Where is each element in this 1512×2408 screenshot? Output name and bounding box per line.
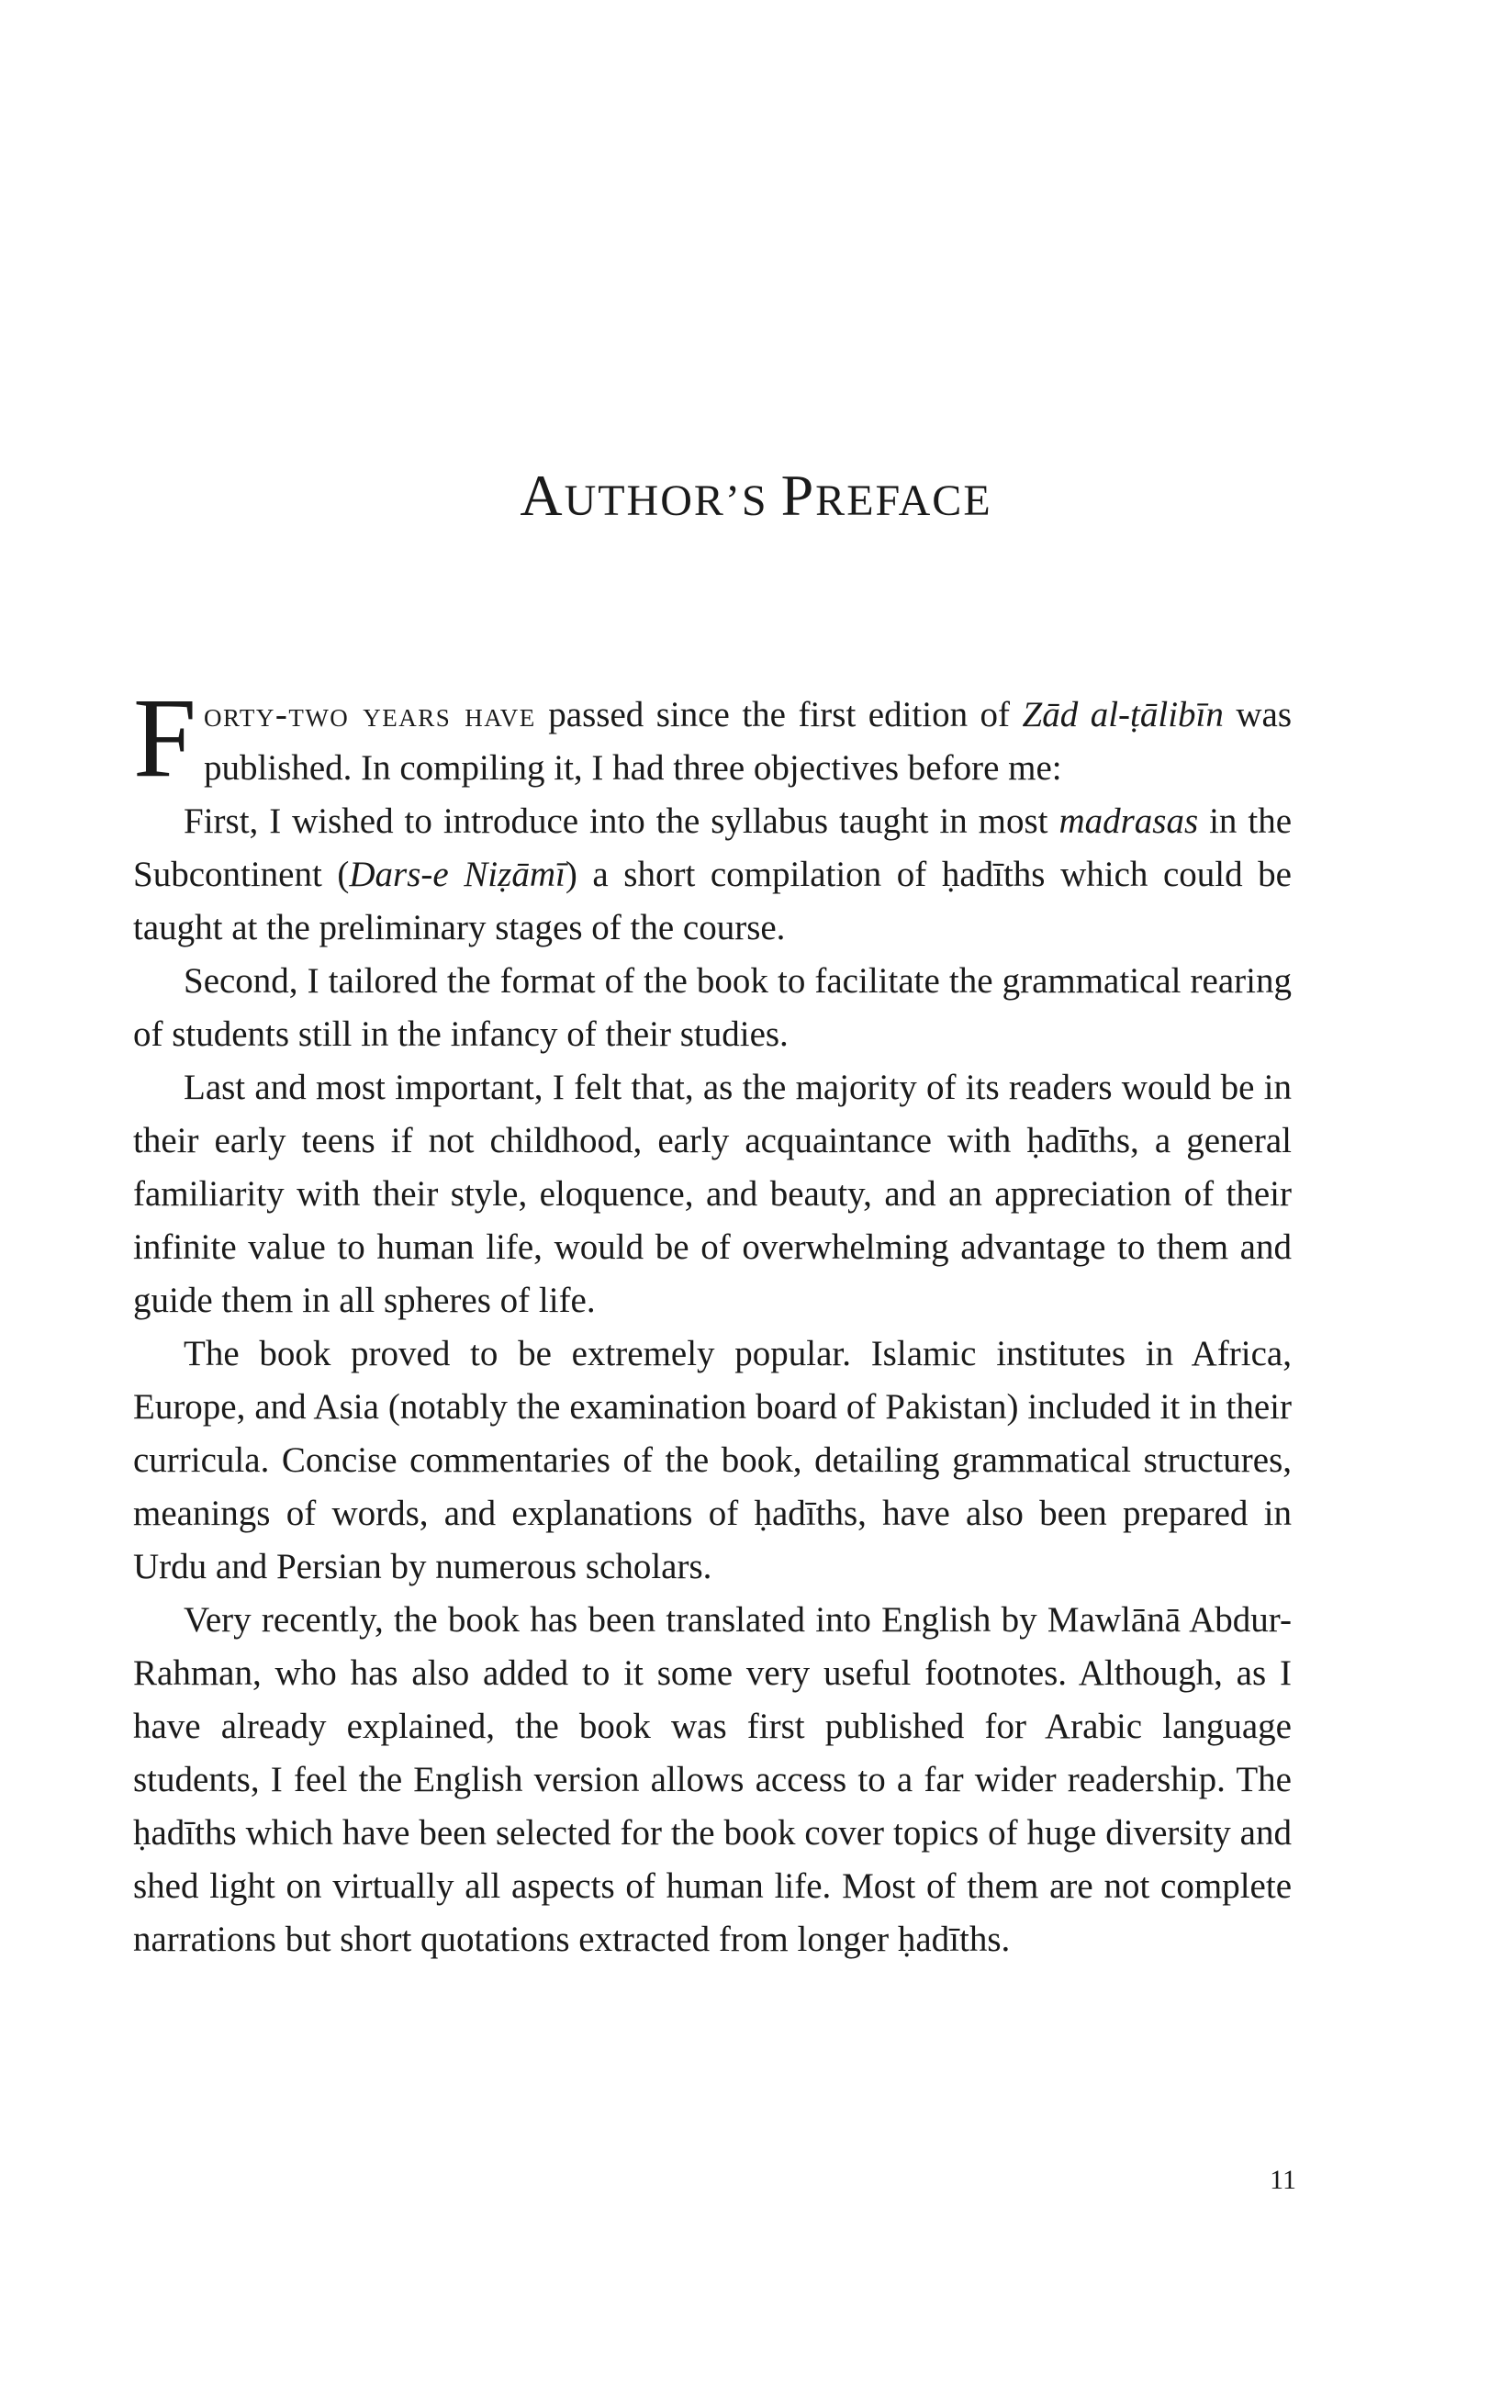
preface-body bbox=[133, 675, 1293, 1966]
title-initial-a: A bbox=[520, 463, 565, 528]
paragraph-1-text-b: was published. In compiling it, I had three objectives before me: bbox=[203, 695, 1293, 788]
title-initial-p: P bbox=[780, 463, 816, 528]
madrasas-italic: madrasas bbox=[1058, 801, 1199, 841]
chapter-title bbox=[0, 463, 1512, 528]
dars-e-nizami-italic: Dars-e Niẓāmī bbox=[349, 855, 566, 894]
paragraph-3: Second, I tailored the format of the book to facilitate the grammatical rearing of students still in the infancy of their studies. bbox=[133, 961, 1292, 1054]
paragraph-1 bbox=[133, 675, 1293, 801]
paragraph-6: Very recently, the book has been translated into English by Mawlānā Abdur-Rahman, who has also added to it some very useful footnotes. Although, as I have already explained, the book was first published for Arabic language students, I feel the English version allows access to a far wider readership. The ḥadīths which have been selected for the book cover topics of huge diversity and shed light on virtually all aspects of human life. Most of them are not complete narrations but short quotations extracted from longer ḥadīths. bbox=[133, 1600, 1292, 1959]
title-rest-uthor: UTHOR bbox=[564, 476, 725, 525]
paragraph-5: The book proved to be extremely popular. Islamic institutes in Africa, Europe, and Asia (notably the examination board of Pakistan) included it in their curricula. Concise commentaries of the book, detailing grammatical structures, meanings of words, and explanations of ḥadīths, have also been prepared in Urdu and Persian by numerous scholars. bbox=[133, 1334, 1292, 1586]
page-number: 11 bbox=[1270, 2165, 1296, 2195]
title-rest-reface: REFACE bbox=[815, 476, 992, 525]
title-apostrophe-s: ’S bbox=[724, 476, 781, 525]
paragraph-2-text-a: First, I wished to introduce into the syllabus taught in most bbox=[184, 801, 1059, 841]
paragraph-1-text-a: passed since the first edition of bbox=[535, 695, 1023, 734]
paragraph-4: Last and most important, I felt that, as the majority of its readers would be in their early teens if not childhood, early acquaintance with ḥadīths, a general familiarity with their style, eloquence, and beauty, and an appreciation of their infinite value to human life, would be of overwhelming advantage to them and guide them in all spheres of life. bbox=[133, 1068, 1292, 1320]
paragraph-2-text-c: ) a short compilation of ḥadīths which could be taught at the preliminary stages of the course. bbox=[133, 855, 1292, 947]
book-title-italic: Zād al-ṭālibīn bbox=[1022, 695, 1224, 734]
opening-small-caps: orty-two years have bbox=[203, 695, 536, 734]
drop-cap: F bbox=[133, 675, 196, 801]
paragraph-2 bbox=[133, 795, 1292, 955]
paragraph-2-text-b: in the Subcontinent ( bbox=[133, 801, 1293, 894]
